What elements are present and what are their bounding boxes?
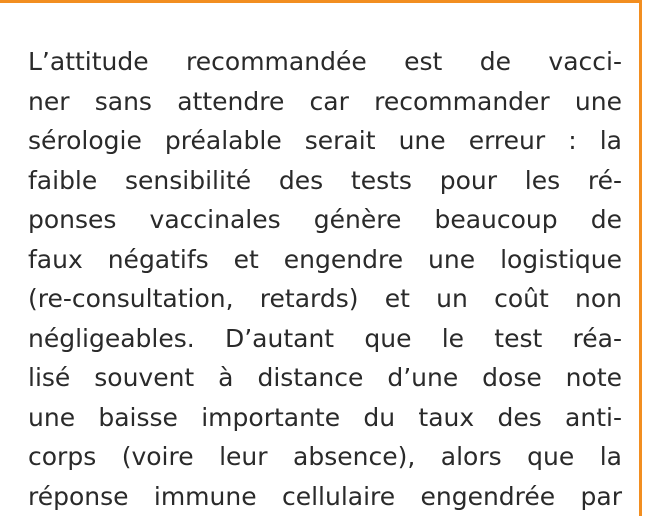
paragraph-line-1: L’attitude recommandée est de vacci- (28, 47, 622, 76)
paragraph-line-12: réponse immune cellulaire engendrée par (28, 481, 622, 511)
paragraph-line-8: négligeables. D’autant que le test réa- (28, 323, 622, 353)
paragraph-line-3: sérologie préalable serait une erreur : la (28, 126, 622, 155)
paragraph-line-6: faux négatifs et engendre une logistique (28, 244, 622, 274)
paragraph-line-7: (re-consultation, retards) et un coût non (28, 284, 622, 313)
paragraph-line-5: ponses vaccinales génère beaucoup de (28, 205, 622, 234)
paragraph-line-4: faible sensibilité des tests pour les ré- (28, 165, 622, 195)
paragraph-line-9: lisé souvent à distance d’une dose note (28, 363, 622, 392)
paragraph-line-2: ner sans attendre car recommander une (28, 86, 622, 116)
box-right-border (639, 0, 642, 516)
paragraph-line-11: corps (voire leur absence), alors que la (28, 442, 622, 471)
article-paragraph (28, 42, 622, 516)
paragraph-line-10: une baisse importante du taux des anti- (28, 402, 622, 432)
box-top-border (0, 0, 642, 3)
